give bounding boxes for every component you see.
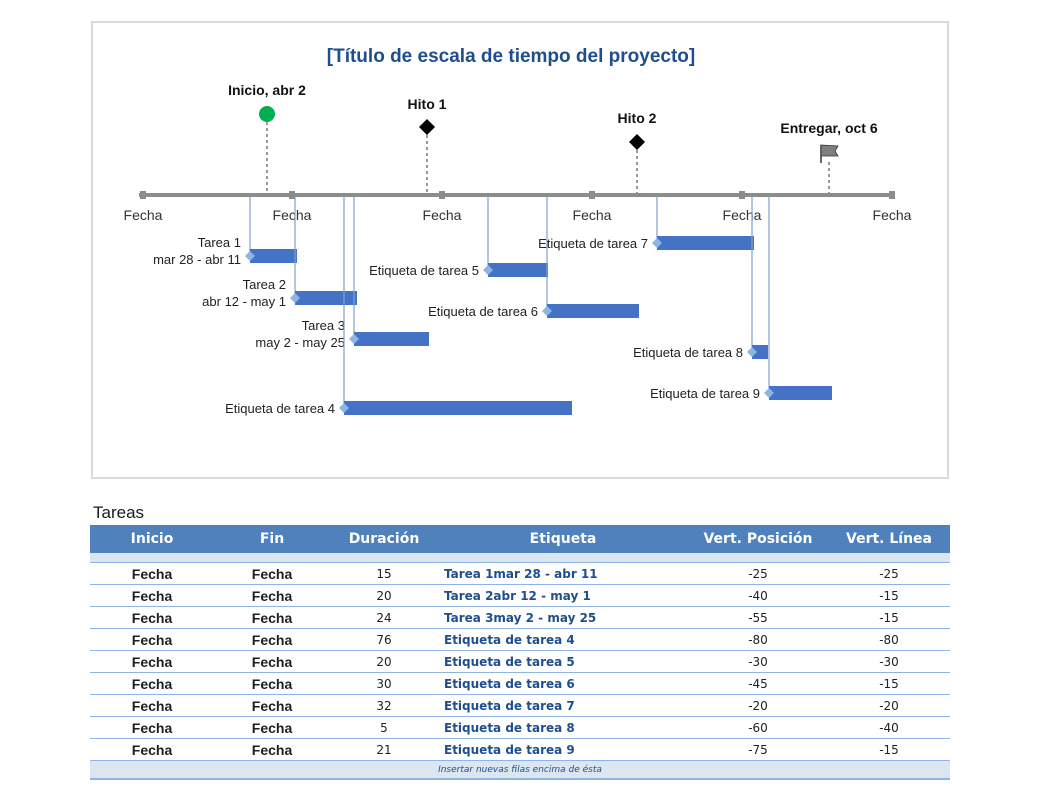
axis-date-label: Fecha — [722, 207, 762, 223]
table-row — [90, 585, 950, 607]
task-label: Etiqueta de tarea 9 — [650, 386, 760, 401]
axis-tick — [589, 191, 595, 199]
duration-cell[interactable]: 15 — [330, 563, 438, 585]
axis-date-label: Fecha — [872, 207, 912, 223]
axis-tick — [439, 191, 445, 199]
duration-cell[interactable]: 20 — [330, 651, 438, 673]
vertical-line-cell[interactable]: -15 — [828, 585, 950, 607]
label-cell[interactable]: Etiqueta de tarea 7 — [438, 695, 688, 717]
label-cell[interactable]: Tarea 3may 2 - may 25 — [438, 607, 688, 629]
task-bar — [250, 249, 297, 263]
timeline-tasks — [153, 197, 832, 416]
milestone-label: Hito 1 — [407, 96, 447, 112]
timeline-title: [Título de escala de tiempo del proyecto] — [326, 46, 696, 67]
duration-cell[interactable]: 32 — [330, 695, 438, 717]
timeline-chart-panel — [91, 21, 949, 479]
vertical-line-cell[interactable]: -30 — [828, 651, 950, 673]
task-item — [650, 197, 832, 401]
vertical-line-cell[interactable]: -15 — [828, 607, 950, 629]
start-cell[interactable]: Fecha — [90, 673, 214, 695]
column-header[interactable]: Fin — [214, 525, 330, 553]
start-cell[interactable]: Fecha — [90, 651, 214, 673]
table-row — [90, 651, 950, 673]
milestone-label: Inicio, abr 2 — [228, 82, 306, 98]
column-header[interactable]: Vert. Posición — [688, 525, 828, 553]
end-cell[interactable]: Fecha — [214, 585, 330, 607]
end-cell[interactable]: Fecha — [214, 673, 330, 695]
duration-cell[interactable]: 20 — [330, 585, 438, 607]
table-row — [90, 629, 950, 651]
milestone — [780, 120, 877, 193]
task-bar — [488, 263, 548, 277]
duration-cell[interactable]: 76 — [330, 629, 438, 651]
task-bar — [344, 401, 572, 415]
label-cell[interactable]: Tarea 2abr 12 - may 1 — [438, 585, 688, 607]
label-cell[interactable]: Etiqueta de tarea 9 — [438, 739, 688, 761]
start-cell[interactable]: Fecha — [90, 585, 214, 607]
milestone — [228, 82, 306, 193]
table-row — [90, 607, 950, 629]
table-row — [90, 717, 950, 739]
axis-tick — [140, 191, 146, 199]
insert-rows-note: Insertar nuevas filas encima de ésta — [90, 761, 950, 780]
timeline-milestones — [228, 82, 878, 193]
task-label: may 2 - may 25 — [255, 335, 345, 350]
diamond-icon — [419, 119, 435, 135]
duration-cell[interactable]: 30 — [330, 673, 438, 695]
duration-cell[interactable]: 5 — [330, 717, 438, 739]
vertical-position-cell[interactable]: -55 — [688, 607, 828, 629]
end-cell[interactable]: Fecha — [214, 695, 330, 717]
milestone-label: Entregar, oct 6 — [780, 120, 878, 136]
label-cell[interactable]: Etiqueta de tarea 8 — [438, 717, 688, 739]
task-label: Tarea 1 — [197, 235, 241, 250]
column-header[interactable]: Inicio — [90, 525, 214, 553]
task-bar — [354, 332, 429, 346]
vertical-position-cell[interactable]: -80 — [688, 629, 828, 651]
axis-date-label: Fecha — [123, 207, 163, 223]
vertical-line-cell[interactable]: -15 — [828, 673, 950, 695]
label-cell[interactable]: Etiqueta de tarea 4 — [438, 629, 688, 651]
column-header[interactable]: Etiqueta — [438, 525, 688, 553]
table-row — [90, 739, 950, 761]
table-row — [90, 673, 950, 695]
end-cell[interactable]: Fecha — [214, 651, 330, 673]
milestone — [408, 96, 447, 193]
column-header[interactable]: Duración — [330, 525, 438, 553]
milestone — [618, 110, 657, 193]
insert-rows-row — [90, 761, 950, 780]
axis-tick — [289, 191, 295, 199]
axis-tick — [889, 191, 895, 199]
vertical-line-cell[interactable]: -15 — [828, 739, 950, 761]
vertical-position-cell[interactable]: -40 — [688, 585, 828, 607]
task-bar — [769, 386, 832, 400]
axis-tick — [739, 191, 745, 199]
task-bar — [547, 304, 639, 318]
milestone-label: Hito 2 — [617, 110, 657, 126]
duration-cell[interactable]: 24 — [330, 607, 438, 629]
end-cell[interactable]: Fecha — [214, 739, 330, 761]
start-cell[interactable]: Fecha — [90, 695, 214, 717]
label-cell[interactable]: Etiqueta de tarea 6 — [438, 673, 688, 695]
task-item — [538, 197, 754, 251]
vertical-position-cell[interactable]: -30 — [688, 651, 828, 673]
label-cell[interactable]: Etiqueta de tarea 5 — [438, 651, 688, 673]
start-cell[interactable]: Fecha — [90, 717, 214, 739]
axis-date-label: Fecha — [572, 207, 612, 223]
tasks-heading: Tareas — [93, 503, 145, 522]
table-spacer-row — [90, 553, 950, 563]
vertical-position-cell[interactable]: -45 — [688, 673, 828, 695]
start-cell[interactable]: Fecha — [90, 739, 214, 761]
table-row — [90, 563, 950, 585]
tasks-table — [90, 525, 950, 780]
vertical-line-cell[interactable]: -40 — [828, 717, 950, 739]
task-label: abr 12 - may 1 — [202, 294, 286, 309]
task-label: Etiqueta de tarea 8 — [633, 345, 743, 360]
diamond-icon — [629, 134, 645, 150]
vertical-position-cell[interactable]: -20 — [688, 695, 828, 717]
end-cell[interactable]: Fecha — [214, 607, 330, 629]
task-label: Etiqueta de tarea 4 — [225, 401, 335, 416]
circle-icon — [259, 106, 275, 122]
axis-date-label: Fecha — [422, 207, 462, 223]
axis-date-label: Fecha — [272, 207, 312, 223]
duration-cell[interactable]: 21 — [330, 739, 438, 761]
timeline-chart — [93, 23, 947, 477]
table-row — [90, 695, 950, 717]
task-bar — [657, 236, 754, 250]
task-label: Tarea 3 — [301, 318, 345, 333]
task-label: Etiqueta de tarea 5 — [369, 263, 479, 278]
label-cell[interactable]: Tarea 1mar 28 - abr 11 — [438, 563, 688, 585]
vertical-position-cell[interactable]: -60 — [688, 717, 828, 739]
end-cell[interactable]: Fecha — [214, 563, 330, 585]
vertical-position-cell[interactable]: -25 — [688, 563, 828, 585]
table-header-row — [90, 525, 950, 553]
start-cell[interactable]: Fecha — [90, 629, 214, 651]
vertical-line-cell[interactable]: -20 — [828, 695, 950, 717]
vertical-line-cell[interactable]: -80 — [828, 629, 950, 651]
end-cell[interactable]: Fecha — [214, 629, 330, 651]
vertical-position-cell[interactable]: -75 — [688, 739, 828, 761]
task-bar — [295, 291, 357, 305]
end-cell[interactable]: Fecha — [214, 717, 330, 739]
column-header[interactable]: Vert. Línea — [828, 525, 950, 553]
start-cell[interactable]: Fecha — [90, 563, 214, 585]
vertical-line-cell[interactable]: -25 — [828, 563, 950, 585]
flag-icon — [821, 145, 838, 163]
timeline-axis — [124, 191, 912, 223]
task-label: Tarea 2 — [242, 277, 286, 292]
task-label: mar 28 - abr 11 — [153, 252, 241, 267]
task-label: Etiqueta de tarea 6 — [428, 304, 538, 319]
start-cell[interactable]: Fecha — [90, 607, 214, 629]
task-label: Etiqueta de tarea 7 — [538, 236, 648, 251]
